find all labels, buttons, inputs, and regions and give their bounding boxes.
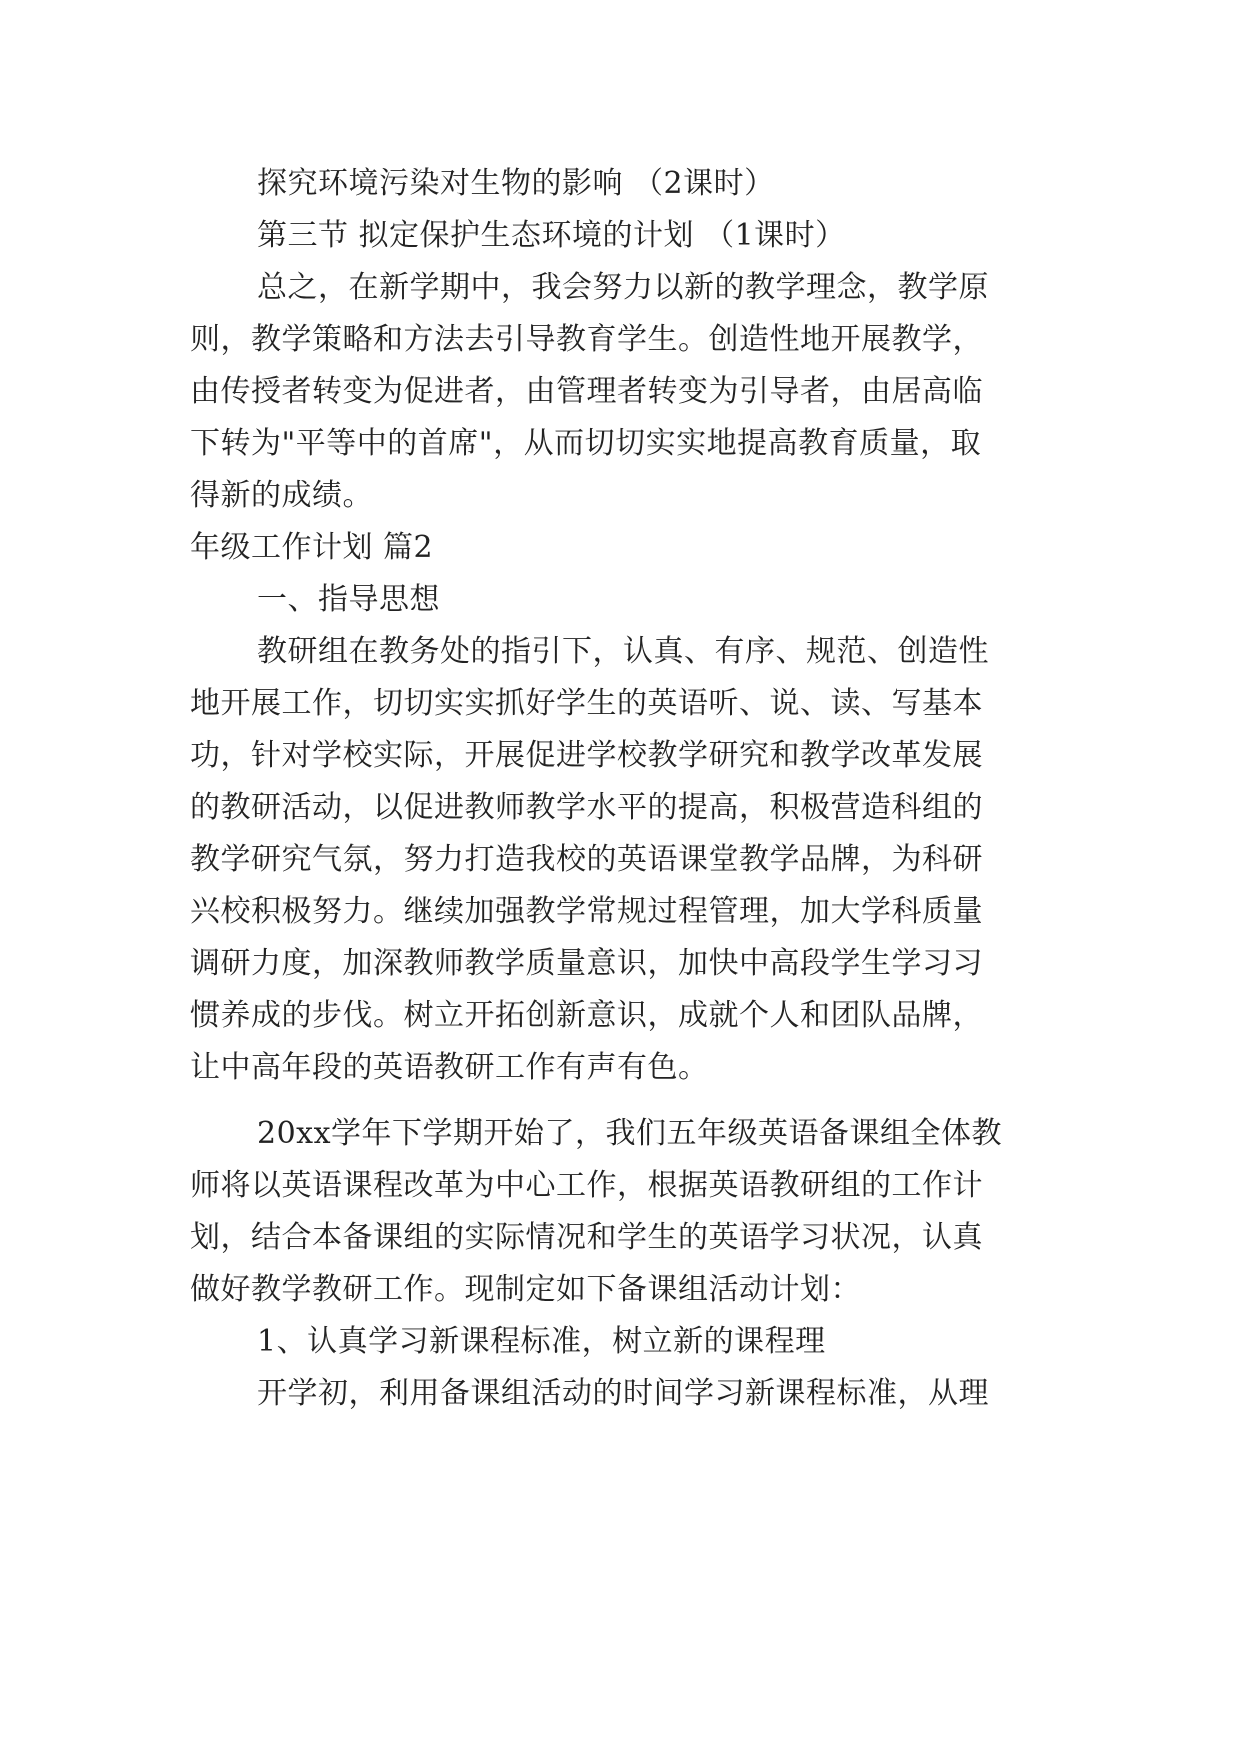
text-line-1: 探究环境污染对生物的影响 （2课时） — [257, 166, 775, 201]
text-line-3: 总之，在新学期中，我会努力以新的教学理念，教学原 — [257, 270, 989, 305]
text-line-16: 调研力度，加深教师教学质量意识，加快中高段学生学习习 — [190, 946, 983, 981]
text-line-12: 功，针对学校实际，开展促进学校教学研究和教学改革发展 — [190, 738, 983, 773]
text-line-6: 下转为"平等中的首席"，从而切切实实地提高教育质量，取 — [190, 426, 982, 461]
text-line-7: 得新的成绩。 — [190, 478, 373, 513]
text-line-21: 划，结合本备课组的实际情况和学生的英语学习状况，认真 — [190, 1220, 983, 1255]
section-heading-3: 第三节 拟定保护生态环境的计划 （1课时） — [257, 218, 846, 253]
text-line-18: 让中高年段的英语教研工作有声有色。 — [190, 1050, 709, 1085]
text-line-19: 20xx学年下学期开始了，我们五年级英语备课组全体教 — [257, 1116, 1003, 1151]
text-line-11: 地开展工作，切切实实抓好学生的英语听、说、读、写基本 — [190, 686, 983, 721]
section-heading-1: 一、指导思想 — [257, 582, 440, 617]
text-line-20: 师将以英语课程改革为中心工作，根据英语教研组的工作计 — [190, 1168, 983, 1203]
text-line-24: 开学初，利用备课组活动的时间学习新课程标准，从理 — [257, 1376, 989, 1411]
list-item-1: 1、认真学习新课程标准，树立新的课程理 — [257, 1324, 826, 1359]
text-line-22: 做好教学教研工作。现制定如下备课组活动计划： — [190, 1272, 861, 1307]
text-line-14: 教学研究气氛，努力打造我校的英语课堂教学品牌，为科研 — [190, 842, 983, 877]
text-line-13: 的教研活动，以促进教师教学水平的提高，积极营造科组的 — [190, 790, 983, 825]
article-title: 年级工作计划 篇2 — [190, 530, 434, 565]
text-line-15: 兴校积极努力。继续加强教学常规过程管理，加大学科质量 — [190, 894, 983, 929]
text-line-10: 教研组在教务处的指引下，认真、有序、规范、创造性 — [257, 634, 989, 669]
text-line-4: 则，教学策略和方法去引导教育学生。创造性地开展教学， — [190, 322, 983, 357]
text-line-17: 惯养成的步伐。树立开拓创新意识，成就个人和团队品牌， — [190, 998, 983, 1033]
text-line-5: 由传授者转变为促进者，由管理者转变为引导者，由居高临 — [190, 374, 983, 409]
